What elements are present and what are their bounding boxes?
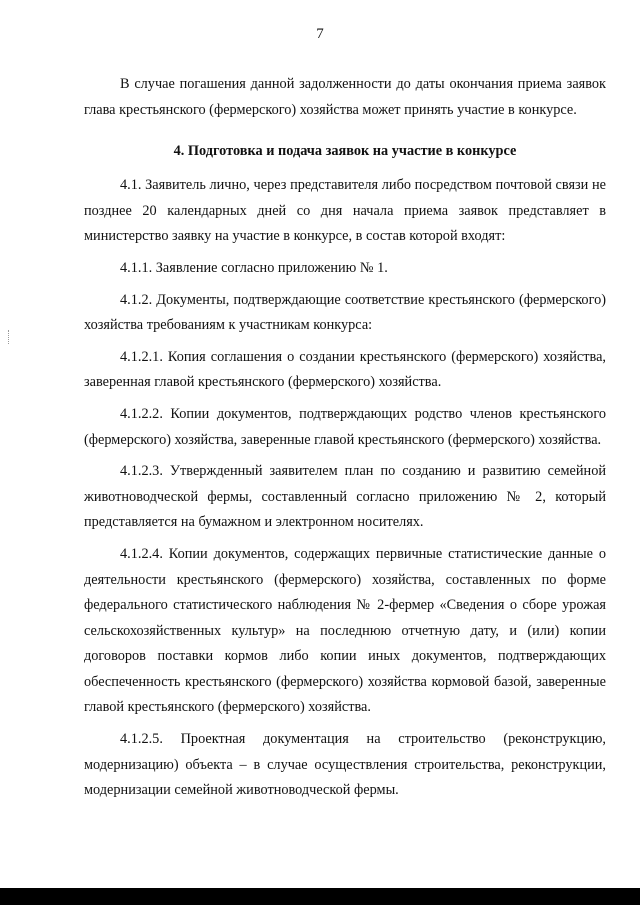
paragraph-4-1-2: 4.1.2. Документы, подтверждающие соответствие крестьянского (фермерского) хозяйства требованиям к участникам конкурса: [84,291,606,334]
paragraph-4-1-2-4: 4.1.2.4. Копии документов, содержащих первичные статистические данные о деятельности крестьянского (фермерского) хозяйства, составленных по форме федерального статистического наблюдения № 2-фермер «Сведения о сборе урожая сельскохозяйственных культур» на последнюю отчетную дату, и (или) копии договоров поставки кормов либо копии иных документов, подтверждающих обеспеченность крестьянского (фермерского) хозяйства кормовой базой, заверенные главой крестьянского (фермерского) хозяйства. [84,545,606,716]
paragraph-intro: В случае погашения данной задолженности до даты окончания приема заявок глава крестьянского (фермерского) хозяйства может принять участие в конкурсе. [84,76,606,118]
margin-mark [8,330,10,344]
page-number: 7 [316,26,324,42]
paragraph-4-1: 4.1. Заявитель лично, через представителя либо посредством почтовой связи не позднее 20 календарных дней со дня начала приема заявок представляет в министерство заявку на участие в конкурсе, в состав которой входят: [84,177,606,245]
paragraph-4-1-1: 4.1.1. Заявление согласно приложению № 1. [120,259,388,276]
paragraph-4-1-2-3: 4.1.2.3. Утвержденный заявителем план по созданию и развитию семейной животноводческой фермы, составленный согласно приложению № 2, который представляется на бумажном и электронном носителях. [84,463,606,531]
paragraph-4-1-2-1: 4.1.2.1. Копия соглашения о создании крестьянского (фермерского) хозяйства, заверенная главой крестьянского (фермерского) хозяйства. [84,348,606,391]
scan-bottom-edge [0,888,640,905]
paragraph-4-1-2-5: 4.1.2.5. Проектная документация на строительство (реконструкцию, модернизацию) объекта – в случае осуществления строительства, реконструкции, модернизации семейной животноводческой фермы. [84,731,606,799]
document-body [84,72,606,810]
paragraph-4-1-2-2: 4.1.2.2. Копии документов, подтверждающих родство членов крестьянского (фермерского) хозяйства, заверенные главой крестьянского (фермерского) хозяйства. [84,405,606,448]
section-heading: 4. Подготовка и подача заявок на участие в конкурсе [173,143,517,160]
